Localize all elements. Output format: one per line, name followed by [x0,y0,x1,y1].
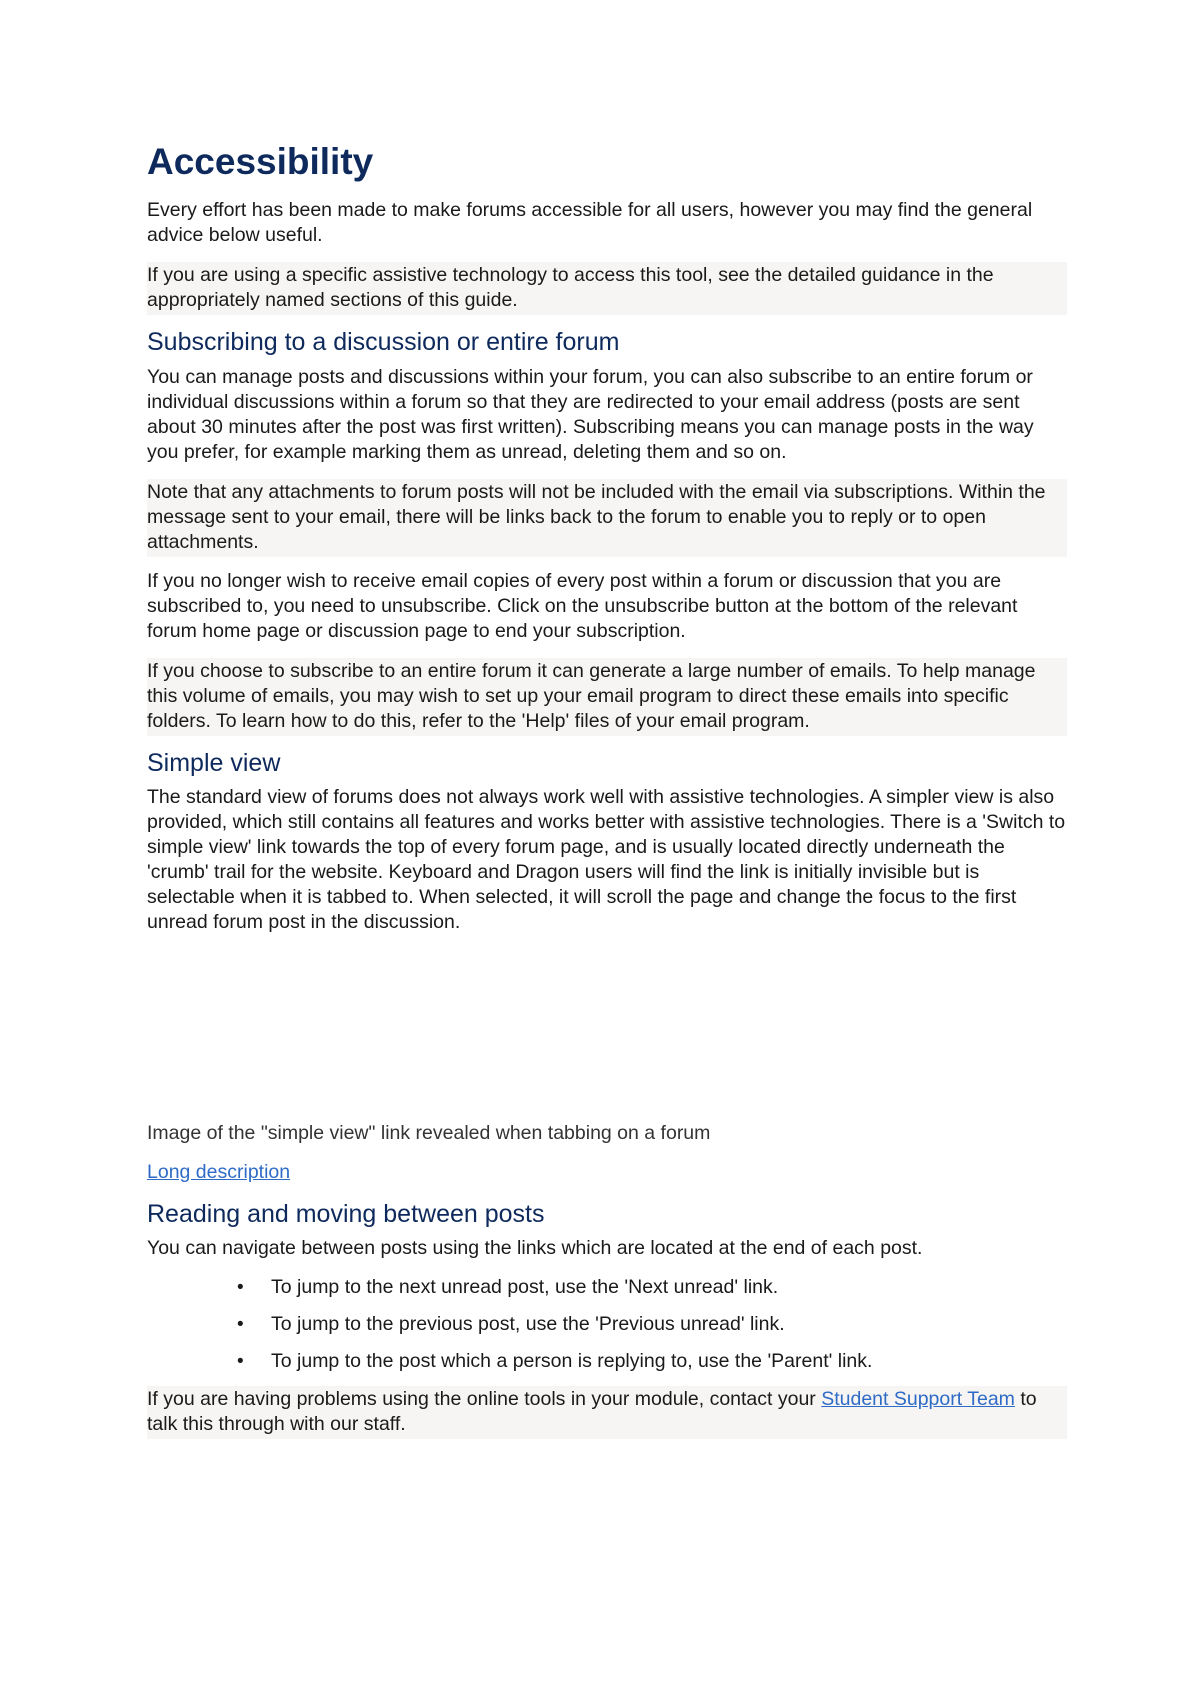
list-item [237,1275,1067,1300]
support-note-text-before: If you are having problems using the online tools in your module, contact your [147,1388,822,1411]
bullet-icon: • [237,1351,244,1373]
intro-note-box [147,262,1067,315]
long-description-link[interactable]: Long description [147,1160,291,1183]
section-heading-reading: Reading and moving between posts [147,1199,545,1228]
email-volume-note: If you choose to subscribe to an entire forum it can generate a large number of emails. To help manage this volume of emails, you may wish to set up your email program to direct these emails into specific folders. To learn how to do this, refer to the 'Help' files of your email program. [147,659,1036,732]
page-title: Accessibility [147,141,374,182]
image-caption: Image of the "simple view" link revealed when tabbing on a forum [147,1121,711,1144]
reading-paragraph: You can navigate between posts using the links which are located at the end of each post. [147,1237,923,1260]
list-item-text: To jump to the post which a person is replying to, use the 'Parent' link. [271,1350,873,1373]
simple-view-paragraph: The standard view of forums does not always work well with assistive technologies. A simpler view is also provided, which still contains all features and works better with assistive technologies. There is a 'Switch to simple view' link towards the top of every forum page, and is usually located directly underneath the 'crumb' trail for the website. Keyboard and Dragon users will find the link is initially invisible but is selectable when it is tabbed to. When selected, it will scroll the page and change the focus to the first unread forum post in the discussion. [147,785,1066,933]
unsubscribe-paragraph: If you no longer wish to receive email copies of every post within a forum or discussion that you are subscribed to, you need to unsubscribe. Click on the unsubscribe button at the bottom of the relevant forum home page or discussion page to end your subscription. [147,569,1018,642]
bullet-icon: • [237,1277,244,1299]
email-volume-note-box [147,658,1067,736]
section-heading-subscribing: Subscribing to a discussion or entire forum [147,328,620,357]
long-description-paragraph [147,1160,1067,1185]
attachments-note: Note that any attachments to forum posts will not be included with the email via subscriptions. Within the message sent to your email, there will be links back to the forum to enable you to reply or to open attachments. [147,480,1046,553]
list-item-text: To jump to the next unread post, use the 'Next unread' link. [271,1276,779,1299]
image-placeholder [147,949,1067,1121]
list-item-text: To jump to the previous post, use the 'Previous unread' link. [271,1313,785,1336]
intro-paragraph: Every effort has been made to make forums accessible for all users, however you may find the general advice below useful. [147,199,1033,247]
subscribing-paragraph: You can manage posts and discussions within your forum, you can also subscribe to an entire forum or individual discussions within a forum so that they are redirected to your email address (posts are sent about 30 minutes after the post was first written). Subscribing means you can manage posts in the way you prefer, for example marking them as unread, deleting them and so on. [147,365,1034,463]
section-heading-simple-view: Simple view [147,748,281,777]
navigation-bullet-list [147,1275,1067,1374]
list-item [237,1312,1067,1337]
support-note [147,1387,1067,1437]
document-page [147,140,1067,1451]
intro-note: If you are using a specific assistive technology to access this tool, see the detailed guidance in the appropriately named sections of this guide. [147,264,994,312]
student-support-team-link[interactable]: Student Support Team [821,1388,1015,1411]
support-note-box [147,1386,1067,1439]
support-note-text-after: to talk this through with our staff. [147,1388,1037,1436]
bullet-icon: • [237,1314,244,1336]
attachments-note-box [147,479,1067,557]
list-item [237,1349,1067,1374]
